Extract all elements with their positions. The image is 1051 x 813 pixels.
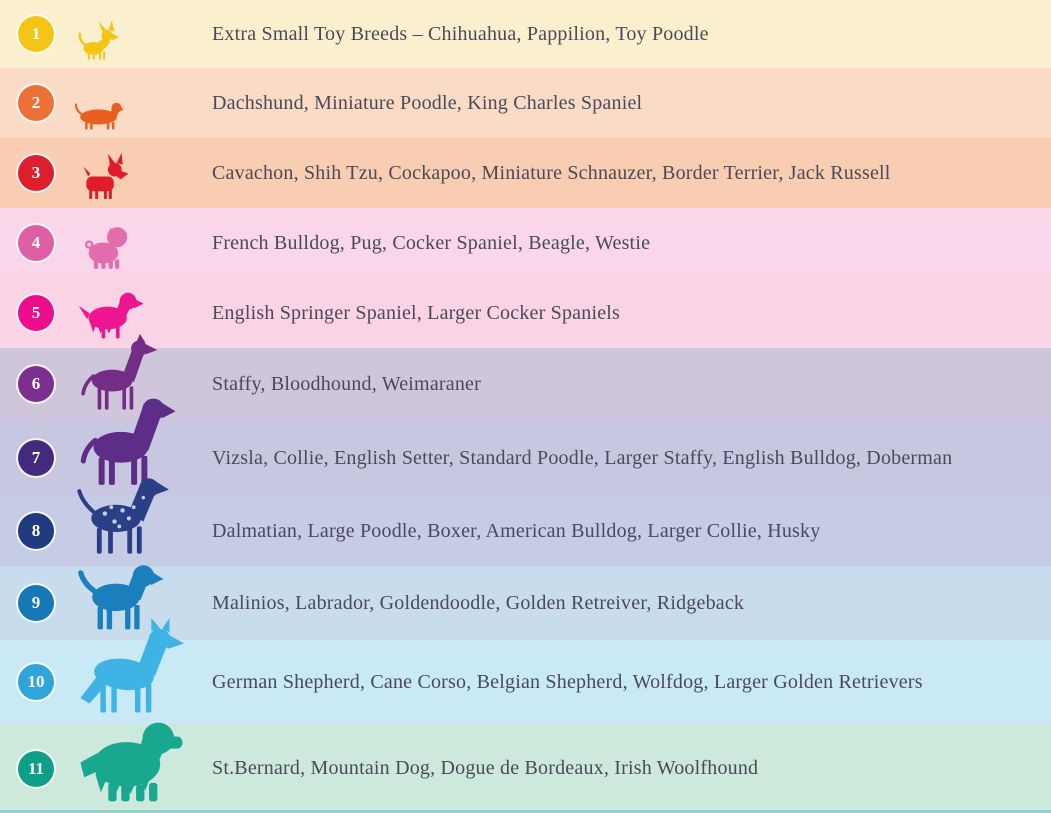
pug-icon — [72, 214, 139, 272]
rank-badge: 5 — [16, 293, 56, 333]
rank-badge: 10 — [16, 662, 56, 702]
dog-icon-slot — [56, 68, 212, 138]
size-row — [0, 138, 1051, 208]
rank-badge: 7 — [16, 438, 56, 478]
breeds-label: Dachshund, Miniature Poodle, King Charles Spaniel — [212, 91, 643, 114]
breeds-label: Staffy, Bloodhound, Weimaraner — [212, 372, 481, 395]
dachshund-icon — [72, 86, 125, 132]
breeds-label: Malinios, Labrador, Goldendoodle, Golden Retreiver, Ridgeback — [212, 591, 745, 614]
rank-badge: 1 — [16, 14, 56, 54]
shepherd-icon — [72, 618, 187, 718]
rank-badge: 4 — [16, 223, 56, 263]
chihuahua-icon — [72, 18, 123, 62]
size-row — [0, 208, 1051, 278]
spaniel-icon — [72, 276, 148, 342]
size-row — [0, 68, 1051, 138]
breeds-label: Vizsla, Collie, English Setter, Standard Poodle, Larger Staffy, English Bulldog, Doberman — [212, 446, 953, 469]
rank-badge: 11 — [16, 749, 56, 789]
dog-icon-slot — [56, 724, 212, 813]
terrier-icon — [72, 148, 134, 202]
rank-badge: 9 — [16, 583, 56, 623]
breeds-label: German Shepherd, Cane Corso, Belgian Shepherd, Wolfdog, Larger Golden Retrievers — [212, 670, 923, 693]
rank-badge: 8 — [16, 511, 56, 551]
breeds-label: Dalmatian, Large Poodle, Boxer, American Bulldog, Larger Collie, Husky — [212, 519, 821, 542]
rank-badge: 2 — [16, 83, 56, 123]
rank-badge: 6 — [16, 364, 56, 404]
breeds-label: Cavachon, Shih Tzu, Cockapoo, Miniature Schnauzer, Border Terrier, Jack Russell — [212, 161, 891, 184]
breeds-label: St.Bernard, Mountain Dog, Dogue de Bordeaux, Irish Woolfhound — [212, 757, 759, 779]
rank-badge: 3 — [16, 153, 56, 193]
size-row — [0, 724, 1051, 813]
dog-icon-slot — [56, 138, 212, 208]
dog-icon-slot — [56, 0, 212, 68]
breeds-label: Extra Small Toy Breeds – Chihuahua, Pappilion, Toy Poodle — [212, 22, 709, 45]
dalmatian-icon — [72, 472, 173, 560]
size-row — [0, 0, 1051, 68]
st-bernard-icon — [72, 705, 189, 807]
breeds-label: English Springer Spaniel, Larger Cocker Spaniels — [212, 301, 621, 324]
dog-icon-slot — [56, 208, 212, 278]
breeds-label: French Bulldog, Pug, Cocker Spaniel, Beagle, Westie — [212, 231, 651, 254]
